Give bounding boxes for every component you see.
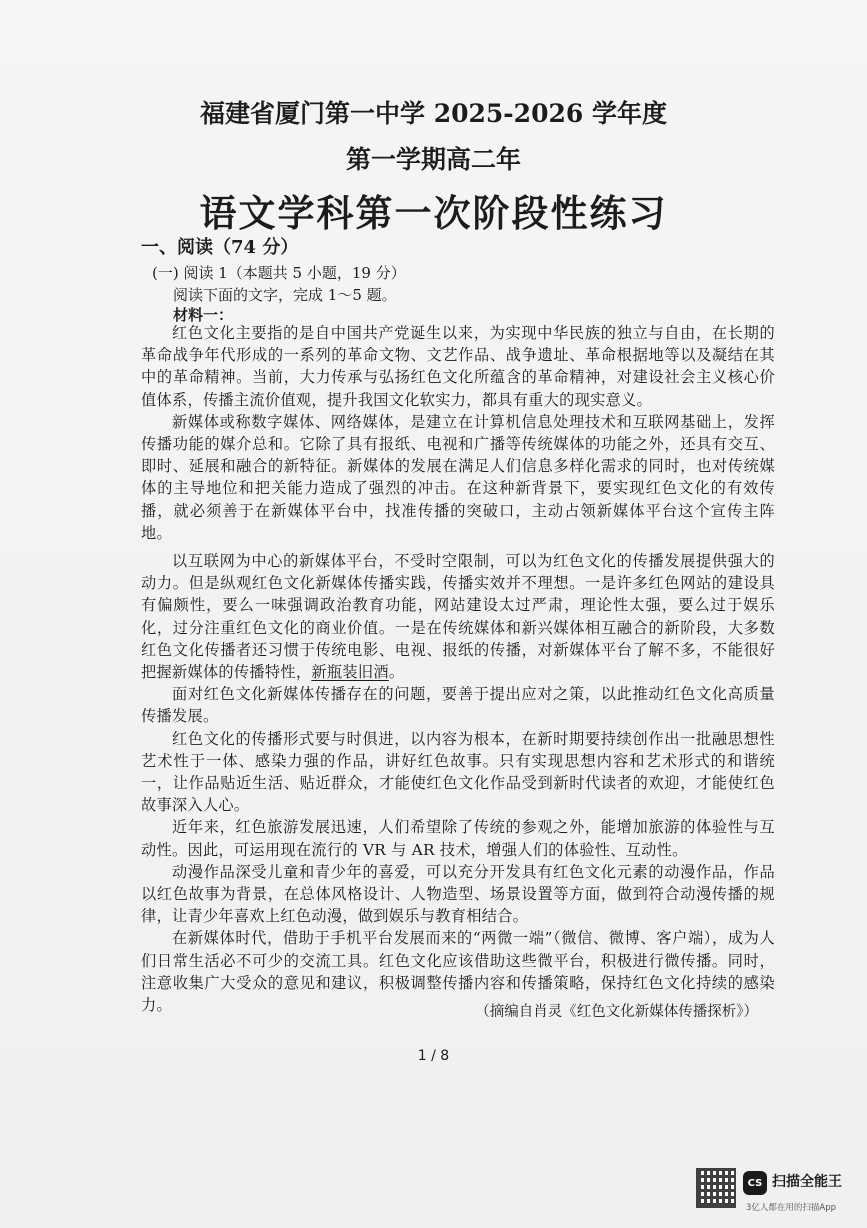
paragraph-5: 红色文化的传播形式要与时俱进，以内容为根本，在新时期要持续创作出一批融思想性艺术性于一体、感染力强的作品，讲好红色故事。只有实现思想内容和艺术形式的和谐统一，让作品贴近生活、贴近群众，才能使红色文化作品受到新时代读者的欢迎，才能使红色故事深入人心。 (141, 729, 775, 815)
paragraph-8: 在新媒体时代，借助于手机平台发展而来的“两微一端”（微信、微博、客户端），成为人们日常生活必不可少的交流工具。红色文化应该借助这些微平台，积极进行微传播。同时，注意收集广大受众的意见和建议，积极调整传播内容和传播策略，保持红色文化持续的感染力。 (141, 929, 775, 1015)
material-label: 材料一： (173, 306, 234, 324)
main-title: 语文学科第一次阶段性练习 (199, 192, 668, 235)
paragraph-3-end: 。 (388, 663, 405, 682)
section-heading: 一、阅读（74 分） (141, 237, 299, 258)
page-number: 1 / 8 (417, 1048, 450, 1064)
paragraph-7: 动漫作品深受儿童和青少年的喜爱，可以充分开发具有红色文化元素的动漫作品，作品以红色故事为背景，在总体风格设计、人物造型、场景设置等方面，做到符合动漫传播的规律，让青少年喜欢上红色动漫，做到娱乐与教育相结合。 (141, 862, 775, 926)
paragraph-1: 红色文化主要指的是自中国共产党诞生以来，为实现中华民族的独立与自由，在长期的革命战争年代形成的一系列的革命文物、文艺作品、战争遗址、革命根据地等以及凝结在其中的革命精神。当前，大力传承与弘扬红色文化所蕴含的革命精神，对建设社会主义核心价值体系，传播主流价值观，提升我国文化软实力，都具有重大的现实意义。 (141, 324, 775, 409)
sub-heading: (一) 阅读 1（本题共 5 小题，19 分） (152, 264, 406, 282)
paragraph-6: 近年来，红色旅游发展迅速，人们希望除了传统的参观之外，能增加旅游的体验性与互动性。因此，可运用现在流行的 VR 与 AR 技术，增强人们的体验性、互动性。 (141, 818, 775, 859)
app-tagline: 3亿人都在用的扫描App (746, 1203, 837, 1213)
title-line-2: 第一学期高二年 (345, 145, 521, 174)
app-name: 扫描全能王 (772, 1174, 842, 1190)
paragraph-2: 新媒体或称数字媒体、网络媒体，是建立在计算机信息处理技术和互联网基础上，发挥传播功能的媒介总和。它除了具有报纸、电视和广播等传统媒体的功能之外，还具有交互、即时、延展和融合的新特征。新媒体的发展在满足人们信息多样化需求的同时，也对传统媒体的主导地位和把关能力造成了强烈的冲击。在这种新背景下，要实现红色文化的有效传播，就必须善于在新媒体平台中，找准传播的突破口，主动占领新媒体平台这个宣传主阵地。 (141, 412, 775, 542)
camscanner-logo-icon: CS (743, 1171, 767, 1195)
underlined-phrase: 新瓶装旧酒 (311, 663, 389, 682)
instruction: 阅读下面的文字，完成 1～5 题。 (173, 286, 397, 304)
article-body (141, 322, 775, 1016)
paragraph-3-text: 以互联网为中心的新媒体平台，不受时空限制，可以为红色文化的传播发展提供强大的动力。但是纵观红色文化新媒体传播实践，传播实效并不理想。一是许多红色网站的建设具有偏颇性，要么一味强调政治教育功能，网站建设太过严肃，理论性太强，要么过于娱乐化，过分注重红色文化的商业价值。一是在传统媒体和新兴媒体相互融合的新阶段，大多数红色文化传播者还习惯于传统电影、电视、报纸的传播，对新媒体平台了解不多，不能很好把握新媒体的传播特性， (141, 552, 775, 682)
source-citation: （摘编自肖灵《红色文化新媒体传播探析》） (475, 1004, 758, 1020)
paragraph-3 (141, 550, 775, 683)
paragraph-4: 面对红色文化新媒体传播存在的问题，要善于提出应对之策，以此推动红色文化高质量传播发展。 (141, 685, 775, 726)
title-line-1: 福建省厦门第一中学 2025-2026 学年度 (200, 99, 667, 128)
qr-code-icon (696, 1168, 736, 1208)
